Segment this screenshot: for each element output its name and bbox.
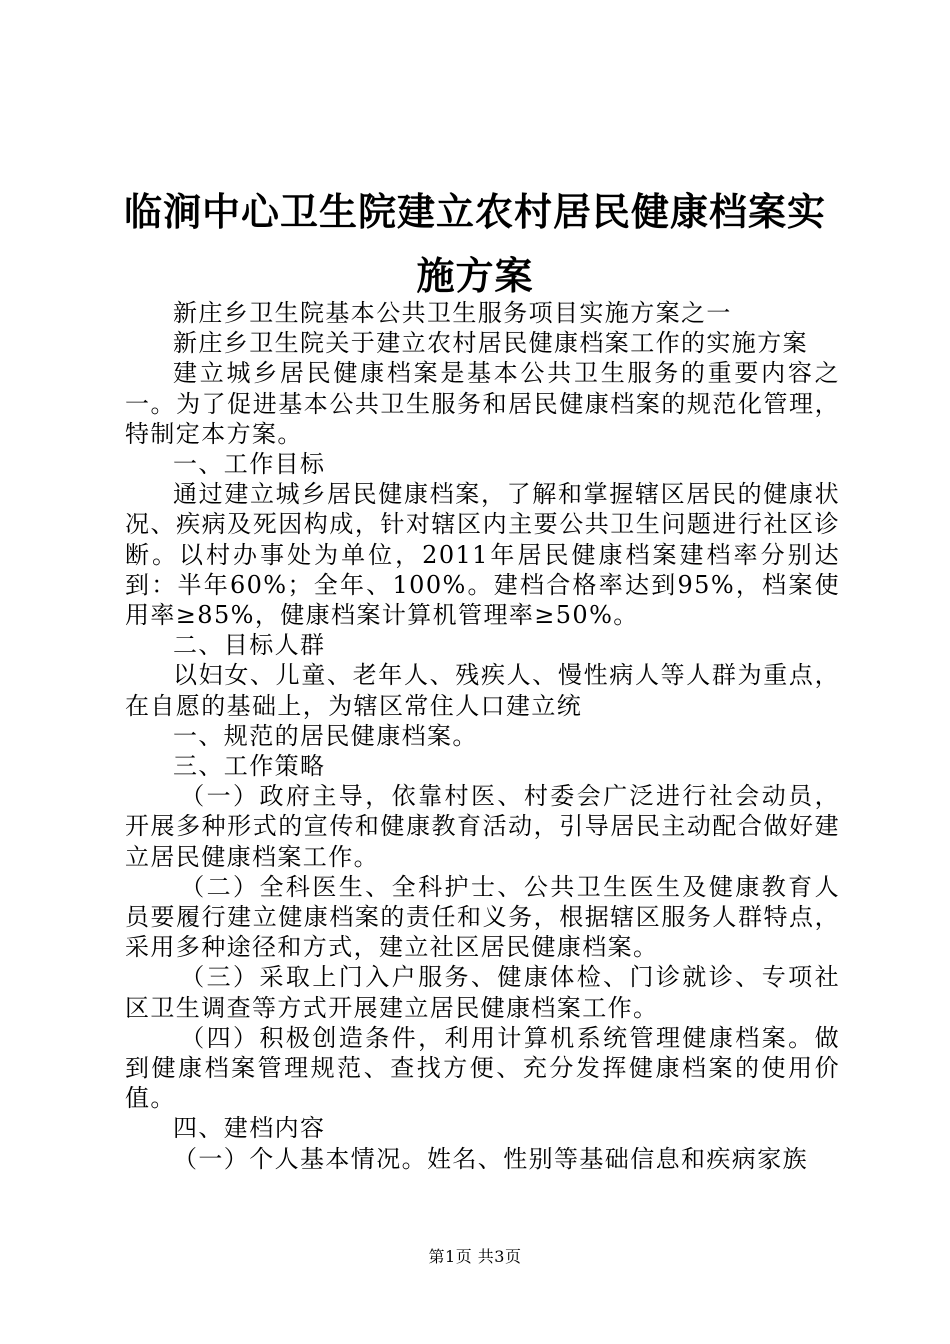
paragraph-strategy-4: （四）积极创造条件，利用计算机系统管理健康档案。做到健康档案管理规范、查找方便、充分发挥健康档案的使用价值。 bbox=[125, 1023, 840, 1113]
paragraph-subtitle-2: 新庄乡卫生院关于建立农村居民健康档案工作的实施方案 bbox=[173, 329, 808, 358]
paragraph-strategy-1: （一）政府主导，依靠村医、村委会广泛进行社会动员，开展多种形式的宣传和健康教育活动，引导居民主动配合做好建立居民健康档案工作。 bbox=[125, 782, 840, 871]
heading-target-population: 二、目标人群 bbox=[173, 631, 326, 660]
heading-work-strategy: 三、工作策略 bbox=[173, 752, 326, 781]
paragraph-record-content-1: （一）个人基本情况。姓名、性别等基础信息和疾病家族 bbox=[173, 1144, 808, 1173]
paragraph-subtitle-1: 新庄乡卫生院基本公共卫生服务项目实施方案之一 bbox=[173, 299, 732, 327]
page-footer: 第1页 共3页 bbox=[428, 1247, 522, 1266]
heading-record-content: 四、建档内容 bbox=[173, 1114, 326, 1143]
document-title: 临涧中心卫生院建立农村居民健康档案实施方案 bbox=[123, 189, 826, 298]
paragraph-intro: 建立城乡居民健康档案是基本公共卫生服务的重要内容之一。为了促进基本公共卫生服务和居民健康档案的规范化管理，特制定本方案。 bbox=[125, 359, 840, 448]
paragraph-strategy-3: （三）采取上门入户服务、健康体检、门诊就诊、专项社区卫生调查等方式开展建立居民健康档案工作。 bbox=[125, 963, 840, 1022]
heading-work-goals: 一、工作目标 bbox=[173, 450, 326, 479]
document-body bbox=[125, 298, 840, 1174]
paragraph-work-goals: 通过建立城乡居民健康档案，了解和掌握辖区居民的健康状况、疾病及死因构成，针对辖区内主要公共卫生问题进行社区诊断。以村办事处为单位，2011年居民健康档案建档率分别达到：半年60%；全年、100%。建档合格率达到95%，档案使用率≥85%，健康档案计算机管理率≥50%。 bbox=[125, 480, 840, 630]
paragraph-target-population: 以妇女、儿童、老年人、残疾人、慢性病人等人群为重点，在自愿的基础上，为辖区常住人口建立统 bbox=[125, 661, 840, 720]
paragraph-standard-records: 一、规范的居民健康档案。 bbox=[173, 721, 478, 750]
paragraph-strategy-2: （二）全科医生、全科护士、公共卫生医生及健康教育人员要履行建立健康档案的责任和义务，根据辖区服务人群特点，采用多种途径和方式，建立社区居民健康档案。 bbox=[125, 872, 840, 962]
